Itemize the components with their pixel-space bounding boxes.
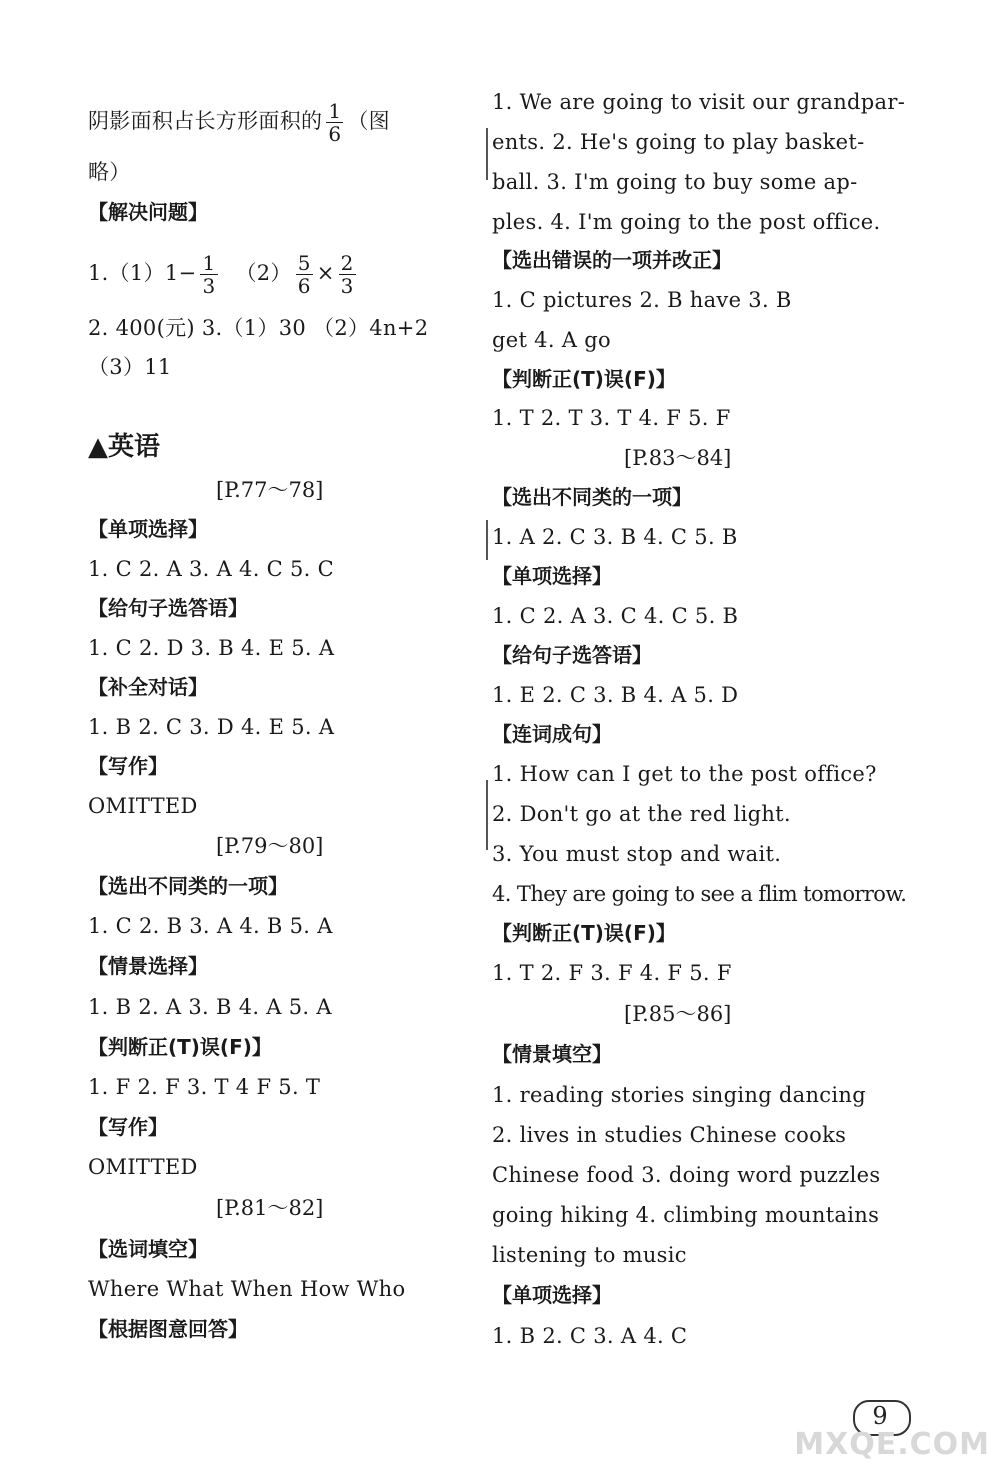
section-heading: 【给句子选答语】 xyxy=(88,596,248,620)
section-heading: 【选出错误的一项并改正】 xyxy=(492,248,732,272)
page-range: [P.81～82] xyxy=(216,1196,324,1220)
answer-line: 1. C 2. A 3. A 4. C 5. C xyxy=(88,557,334,581)
answer-line: 1. B 2. C 3. A 4. C xyxy=(492,1324,688,1348)
section-heading: 【判断正(T)误(F)】 xyxy=(88,1035,272,1059)
answer-line: 1. T 2. F 3. F 4. F 5. F xyxy=(492,961,732,985)
section-heading: 【给句子选答语】 xyxy=(492,643,652,667)
math-q3: （3）11 xyxy=(88,355,172,379)
section-heading: 【选词填空】 xyxy=(88,1237,208,1261)
answer-line: 2. lives in studies Chinese cooks xyxy=(492,1123,847,1147)
fraction: $\frac{1}{3}$ xyxy=(202,251,216,298)
answer-line: 1. B 2. A 3. B 4. A 5. A xyxy=(88,995,332,1019)
section-heading: 【解决问题】 xyxy=(88,200,208,224)
fraction: $\frac{2}{3}$ xyxy=(340,251,354,298)
answer-line: 1. C 2. D 3. B 4. E 5. A xyxy=(88,636,335,660)
answer-line: get 4. A go xyxy=(492,328,611,352)
answer-line: ples. 4. I'm going to the post office. xyxy=(492,210,881,234)
page-range: [P.79～80] xyxy=(216,834,324,858)
answer-line: 1. B 2. C 3. D 4. E 5. A xyxy=(88,715,335,739)
page-number: 9 xyxy=(845,1398,915,1434)
section-heading: 【选出不同类的一项】 xyxy=(88,874,288,898)
column-divider xyxy=(486,520,488,560)
fraction: $\frac{5}{6}$ xyxy=(297,251,311,298)
math-line-1: 阴影面积占长方形面积的 $\frac{1}{6}$ （图 xyxy=(88,99,390,146)
section-heading: 【单项选择】 xyxy=(88,517,208,541)
answer-line: OMITTED xyxy=(88,794,198,818)
column-divider xyxy=(486,128,488,180)
answer-line: 1. reading stories singing dancing xyxy=(492,1083,866,1107)
answer-line: Chinese food 3. doing word puzzles xyxy=(492,1163,881,1187)
section-heading: 【写作】 xyxy=(88,1115,168,1139)
watermark-logo: MXQE.COM xyxy=(794,1427,990,1462)
answer-line: Where What When How Who xyxy=(88,1277,406,1301)
math-q2: 2. 400(元) 3.（1）30 （2）4n+2 xyxy=(88,316,429,340)
answer-line: OMITTED xyxy=(88,1155,198,1179)
section-heading: 【补全对话】 xyxy=(88,675,208,699)
page-range: [P.77～78] xyxy=(216,478,324,502)
section-title-english: ▲英语 xyxy=(88,432,160,462)
math-line-2: 略） xyxy=(88,160,131,184)
section-heading: 【写作】 xyxy=(88,754,168,778)
answer-line: ents. 2. He's going to play basket- xyxy=(492,130,865,154)
answer-line: listening to music xyxy=(492,1243,687,1267)
answer-line: going hiking 4. climbing mountains xyxy=(492,1203,880,1227)
section-heading: 【判断正(T)误(F)】 xyxy=(492,921,676,945)
section-heading: 【单项选择】 xyxy=(492,1283,612,1307)
page-range: [P.85～86] xyxy=(624,1002,732,1026)
section-heading: 【选出不同类的一项】 xyxy=(492,485,692,509)
answer-line: 1. C pictures 2. B have 3. B xyxy=(492,288,792,312)
section-heading: 【判断正(T)误(F)】 xyxy=(492,367,676,391)
section-heading: 【单项选择】 xyxy=(492,564,612,588)
fraction: $\frac{1}{6}$ xyxy=(328,99,342,146)
answer-line: 1. C 2. B 3. A 4. B 5. A xyxy=(88,914,333,938)
answer-line: 4. They are going to see a flim tomorrow. xyxy=(492,882,907,906)
answer-line: ball. 3. I'm going to buy some ap- xyxy=(492,170,858,194)
answer-line: 3. You must stop and wait. xyxy=(492,842,782,866)
section-heading: 【根据图意回答】 xyxy=(88,1317,248,1341)
section-heading: 【情景填空】 xyxy=(492,1042,612,1066)
section-heading: 【情景选择】 xyxy=(88,954,208,978)
answer-line: 1. F 2. F 3. T 4 F 5. T xyxy=(88,1075,321,1099)
answer-line: 1. C 2. A 3. C 4. C 5. B xyxy=(492,604,739,628)
section-heading: 【连词成句】 xyxy=(492,722,612,746)
math-q1: 1.（1）1− $\frac{1}{3}$ （2） $\frac{5}{6}$ × $\frac{2}{3}$ xyxy=(88,251,354,298)
answer-line: 2. Don't go at the red light. xyxy=(492,802,791,826)
page-range: [P.83～84] xyxy=(624,446,732,470)
column-divider xyxy=(486,780,488,850)
answer-line: 1. T 2. T 3. T 4. F 5. F xyxy=(492,406,731,430)
answer-line: 1. A 2. C 3. B 4. C 5. B xyxy=(492,525,738,549)
answer-line: 1. How can I get to the post office? xyxy=(492,762,877,786)
answer-line: 1. E 2. C 3. B 4. A 5. D xyxy=(492,683,739,707)
answer-line: 1. We are going to visit our grandpar- xyxy=(492,90,906,114)
